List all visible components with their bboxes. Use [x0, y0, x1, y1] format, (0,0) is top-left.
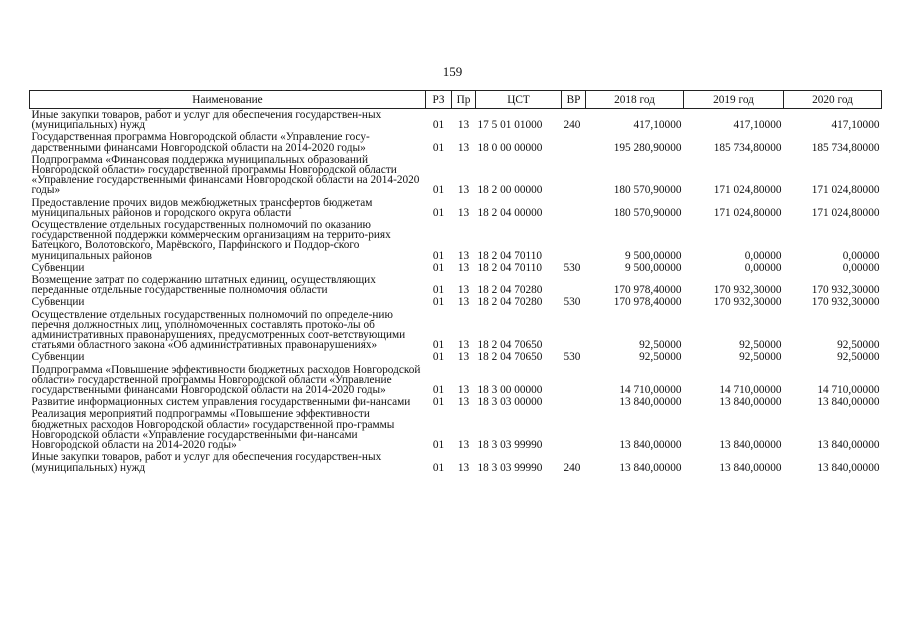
table-row	[30, 296, 882, 308]
row-cst: 18 2 04 70110	[477, 249, 543, 262]
row-2020: 14 710,00000	[817, 384, 880, 397]
row-2019: 171 024,80000	[713, 206, 782, 219]
row-2018: 9 500,00000	[625, 261, 682, 274]
table-row	[30, 351, 882, 363]
table-row	[30, 219, 882, 262]
row-pr: 13	[457, 461, 470, 474]
row-2019: 13 840,00000	[719, 396, 782, 409]
row-pr: 13	[457, 119, 470, 132]
row-2018: 195 280,90000	[613, 141, 682, 154]
row-2018: 170 978,40000	[613, 296, 682, 309]
table-row	[30, 309, 882, 352]
header-rz: РЗ	[426, 91, 452, 109]
row-vr	[562, 131, 586, 153]
row-2020: 13 840,00000	[817, 461, 880, 474]
row-rz: 01	[432, 296, 445, 309]
header-2020: 2020 год	[784, 91, 882, 109]
row-2020: 417,10000	[831, 119, 880, 132]
header-name: Наименование	[30, 91, 426, 109]
row-cst: 18 3 03 99990	[477, 439, 543, 452]
row-2020: 0,00000	[842, 249, 880, 262]
row-rz: 01	[432, 284, 445, 297]
row-pr: 13	[457, 296, 470, 309]
row-name: Предоставление прочих видов межбюджетных трансфертов бюджетам муниципальных районов и городского округа области	[31, 196, 373, 219]
row-pr: 13	[457, 339, 470, 352]
row-2020: 92,50000	[837, 351, 880, 364]
row-2019: 92,50000	[739, 351, 782, 364]
table-row	[30, 197, 882, 219]
row-2019: 417,10000	[733, 119, 782, 132]
header-2019: 2019 год	[684, 91, 784, 109]
row-2019: 185 734,80000	[713, 141, 782, 154]
row-cst: 18 2 04 70650	[477, 339, 543, 352]
row-pr: 13	[457, 284, 470, 297]
row-name: Осуществление отдельных государственных полномочий по определе-нию перечня должностных лиц, уполномоченных составлять протоко-лы об административных правонарушениях, предусмотренных соот-ветствующими статьями областного закона «Об административных правонарушениях»	[31, 308, 406, 352]
table-row	[30, 451, 882, 473]
row-name: Государственная программа Новгородской области «Управление госу-дарственными финансами Новгородской области на 2014-2020 годы»	[31, 131, 370, 154]
row-rz: 01	[432, 184, 445, 197]
row-name: Субвенции	[31, 261, 85, 274]
row-name: Осуществление отдельных государственных полномочий по оказанию государственной поддержки коммерческим организациям на террито-риях Батецкого, Волотовского, Марёвского, Парфинского и Поддор-ского муниципальных районов	[31, 219, 391, 262]
table-body	[30, 109, 882, 474]
row-2020: 13 840,00000	[817, 439, 880, 452]
row-cst: 18 2 04 70280	[477, 284, 543, 297]
row-pr: 13	[457, 206, 470, 219]
row-2018: 14 710,00000	[619, 384, 682, 397]
row-vr: 240	[563, 461, 581, 474]
row-2018: 13 840,00000	[619, 439, 682, 452]
row-cst: 18 2 04 70110	[477, 261, 543, 274]
row-pr: 13	[457, 249, 470, 262]
row-rz: 01	[432, 249, 445, 262]
row-vr	[562, 309, 586, 352]
row-2020: 171 024,80000	[811, 206, 880, 219]
row-2019: 0,00000	[744, 261, 782, 274]
row-rz: 01	[432, 396, 445, 409]
row-name: Возмещение затрат по содержанию штатных единиц, осуществляющих переданные отдельные государственные полномочия области	[31, 274, 376, 297]
row-pr: 13	[457, 184, 470, 197]
row-vr: 240	[563, 119, 581, 132]
row-vr	[562, 154, 586, 197]
row-cst: 18 3 03 00000	[477, 396, 543, 409]
row-vr	[562, 408, 586, 451]
row-vr	[562, 396, 586, 408]
row-2018: 180 570,90000	[613, 206, 682, 219]
row-name: Реализация мероприятий подпрограммы «Повышение эффективности бюджетных расходов Новгородской области» государственной про-граммы Новгородской области «Управление государственными фи-нансами Новгородской области на 2014-2020 годы»	[31, 408, 395, 452]
row-name: Иные закупки товаров, работ и услуг для обеспечения государствен-ных (муниципальных) нужд	[31, 451, 382, 474]
row-cst: 18 3 00 00000	[477, 384, 543, 397]
row-2020: 185 734,80000	[811, 141, 880, 154]
row-vr	[562, 219, 586, 262]
row-rz: 01	[432, 384, 445, 397]
row-name: Подпрограмма «Повышение эффективности бюджетных расходов Новгородской области» государственной программы Новгородской области «Управление государственными финансами Новгородской области на 2014-2020 годы»	[31, 363, 421, 397]
row-pr: 13	[457, 384, 470, 397]
row-vr	[562, 197, 586, 219]
row-rz: 01	[432, 461, 445, 474]
row-vr	[562, 274, 586, 296]
header-cst: ЦСТ	[476, 91, 562, 109]
table-row	[30, 408, 882, 451]
row-2019: 92,50000	[739, 339, 782, 352]
row-2019: 0,00000	[744, 249, 782, 262]
row-2020: 13 840,00000	[817, 396, 880, 409]
row-pr: 13	[457, 396, 470, 409]
table-row	[30, 109, 882, 132]
row-2018: 417,10000	[633, 119, 682, 132]
row-cst: 18 0 00 00000	[477, 141, 543, 154]
page-number: 159	[442, 64, 463, 79]
row-2018: 13 840,00000	[619, 461, 682, 474]
row-rz: 01	[432, 351, 445, 364]
row-2018: 170 978,40000	[613, 284, 682, 297]
budget-table	[29, 90, 882, 474]
table-row	[30, 364, 882, 397]
row-2018: 13 840,00000	[619, 396, 682, 409]
row-cst: 18 2 04 00000	[477, 206, 543, 219]
row-cst: 18 3 03 99990	[477, 461, 543, 474]
row-rz: 01	[432, 119, 445, 132]
row-name: Субвенции	[31, 351, 85, 364]
row-rz: 01	[432, 339, 445, 352]
row-rz: 01	[432, 141, 445, 154]
row-cst: 18 2 00 00000	[477, 184, 543, 197]
row-name: Развитие информационных систем управления государственными фи-нансами	[31, 396, 411, 409]
header-row	[30, 91, 882, 109]
row-2019: 170 932,30000	[713, 296, 782, 309]
table-row	[30, 396, 882, 408]
row-name: Субвенции	[31, 296, 85, 309]
row-pr: 13	[457, 261, 470, 274]
row-vr	[562, 364, 586, 397]
row-2018: 92,50000	[639, 339, 682, 352]
row-vr: 530	[563, 351, 581, 364]
row-cst: 18 2 04 70650	[477, 351, 543, 364]
row-name: Подпрограмма «Финансовая поддержка муниципальных образований Новгородской области» государственной программы Новгородской области «Управление государственными финансами Новгородской области на 2014-2020 годы»	[31, 153, 420, 197]
row-2020: 170 932,30000	[811, 284, 880, 297]
table-row	[30, 131, 882, 153]
row-2018: 92,50000	[639, 351, 682, 364]
row-cst: 18 2 04 70280	[477, 296, 543, 309]
row-2018: 9 500,00000	[625, 249, 682, 262]
header-vr: ВР	[562, 91, 586, 109]
table-row	[30, 154, 882, 197]
row-2020: 171 024,80000	[811, 184, 880, 197]
row-vr: 530	[563, 296, 581, 309]
row-name: Иные закупки товаров, работ и услуг для обеспечения государствен-ных (муниципальных) нужд	[31, 109, 382, 132]
table-row	[30, 262, 882, 274]
row-2020: 0,00000	[842, 261, 880, 274]
row-cst: 17 5 01 01000	[477, 119, 543, 132]
row-2019: 13 840,00000	[719, 439, 782, 452]
row-pr: 13	[457, 351, 470, 364]
row-pr: 13	[457, 141, 470, 154]
row-pr: 13	[457, 439, 470, 452]
row-2018: 180 570,90000	[613, 184, 682, 197]
row-2020: 92,50000	[837, 339, 880, 352]
row-rz: 01	[432, 261, 445, 274]
row-2020: 170 932,30000	[811, 296, 880, 309]
row-rz: 01	[432, 439, 445, 452]
row-2019: 171 024,80000	[713, 184, 782, 197]
row-rz: 01	[432, 206, 445, 219]
row-2019: 13 840,00000	[719, 461, 782, 474]
header-2018: 2018 год	[586, 91, 684, 109]
row-2019: 14 710,00000	[719, 384, 782, 397]
header-pr: Пр	[452, 91, 476, 109]
table-row	[30, 274, 882, 296]
row-2019: 170 932,30000	[713, 284, 782, 297]
row-vr: 530	[563, 261, 581, 274]
